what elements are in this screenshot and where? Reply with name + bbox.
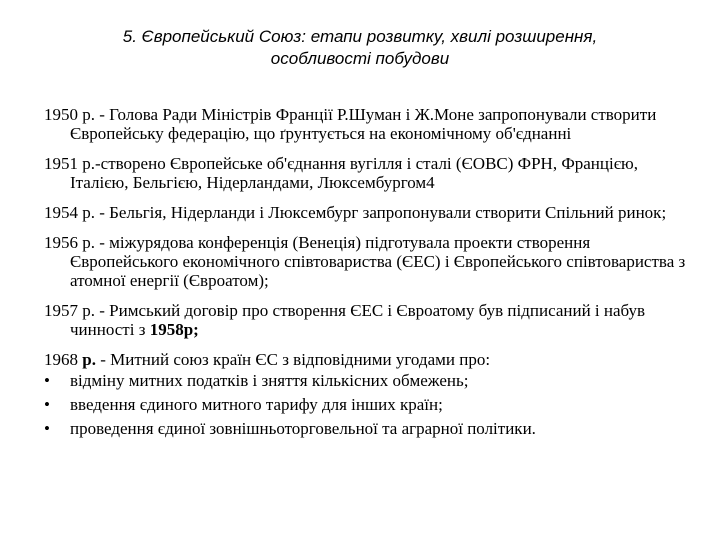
list-item-text: проведення єдиної зовнішньоторговельної та аграрної політики. [70, 419, 536, 438]
entry-year: 1956 [44, 233, 78, 252]
bullet-icon: • [44, 371, 50, 390]
slide-title [40, 26, 680, 70]
timeline-entry-1956 [44, 233, 694, 290]
list-item-text: введення єдиного митного тарифу для інших країн; [70, 395, 443, 414]
title-line-2: особливості побудови [270, 49, 450, 68]
entry-year-suffix: р. [78, 350, 96, 369]
entry-text: р. - Бельгія, Нідерланди і Люксембург запропонували створити Спільний ринок; [78, 203, 667, 222]
entry-text: р. - міжурядова конференція (Венеція) підготувала проекти створення Європейського економічного співтовариства (ЄЕС) і Європейського співтовариства з атомної енергії (Євроатом); [70, 233, 686, 290]
entry-year: 1957 [44, 301, 78, 320]
timeline-entry-1968 [44, 350, 694, 369]
bullet-icon: • [44, 395, 50, 414]
timeline-entry-1957 [44, 301, 694, 339]
entry-year: 1968 [44, 350, 78, 369]
entry-text: р. - Римський договір про створення ЄЕС і Євроатому був підписаний і набув чинності з [70, 301, 646, 339]
list-item [44, 371, 694, 390]
entry-text: р. - Голова Ради Міністрів Франції Р.Шуман і Ж.Моне запропонували створити Європейську федерацію, що ґрунтується на економічному об'єднанні [70, 105, 657, 143]
customs-union-list [44, 371, 694, 438]
entry-bold-year: 1958р; [149, 320, 199, 339]
timeline-entry-1951 [44, 154, 694, 192]
timeline-entry-1950 [44, 105, 694, 143]
timeline-entry-1954 [44, 203, 694, 222]
list-item [44, 395, 694, 414]
bullet-icon: • [44, 419, 50, 438]
entry-text: р.-створено Європейське об'єднання вугілля і сталі (ЄОВС) ФРН, Францією, Італією, Бельгією, Нідерландами, Люксембургом4 [70, 154, 638, 192]
entry-text: - Митний союз країн ЄС з відповідними угодами про: [95, 350, 491, 369]
title-line-1: 5. Європейський Союз: етапи розвитку, хвилі розширення, [122, 27, 598, 46]
entry-year: 1954 [44, 203, 78, 222]
list-item-text: відміну митних податків і зняття кількісних обмежень; [70, 371, 469, 390]
entry-year: 1951 [44, 154, 78, 173]
entry-year: 1950 [44, 105, 78, 124]
list-item [44, 419, 694, 438]
timeline-body [44, 105, 694, 443]
